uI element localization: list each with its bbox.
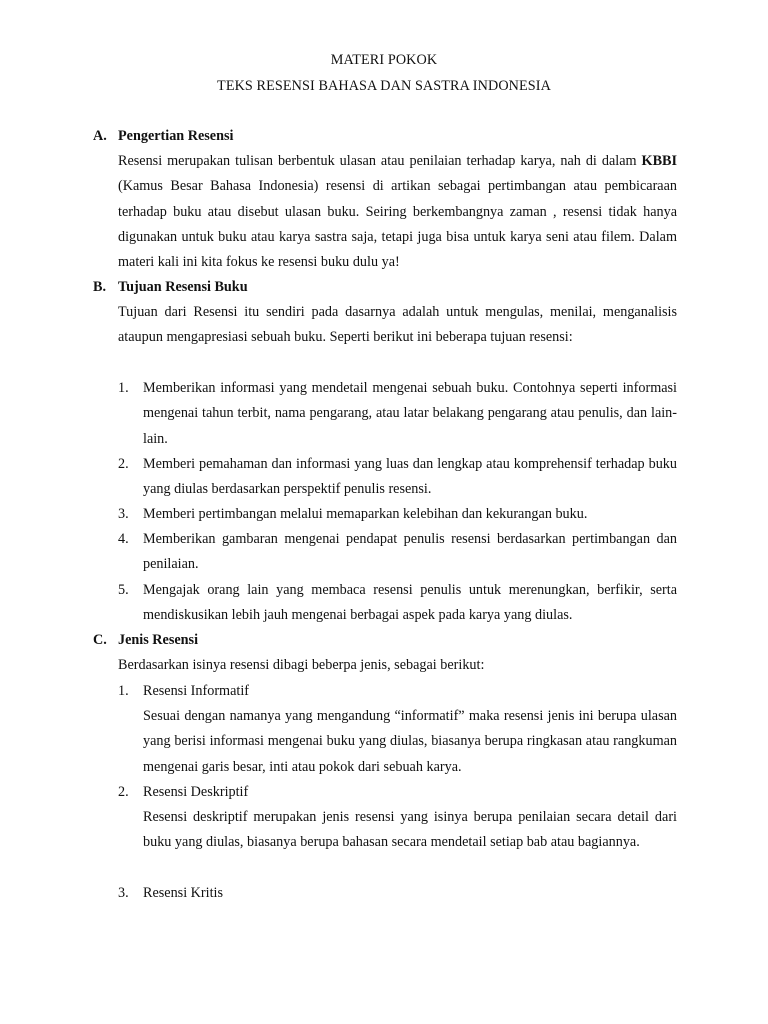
list-item-description: Resensi deskriptif merupakan jenis resensi yang isinya berupa penilaian secara detail dari buku yang diulas, biasanya berupa bahasan secara mendetail setiap bab atau bagiannya. (143, 809, 677, 851)
list-number: 3. (118, 885, 129, 901)
list-number: 3. (118, 506, 129, 522)
list-item (118, 376, 677, 452)
section-c-title: Jenis Resensi (118, 632, 199, 648)
list-label: Resensi Deskriptif (143, 784, 249, 800)
list-text: Mengajak orang lain yang membaca resensi penulis untuk merenungkan, berfikir, serta mendiskusikan lebih jauh mengenai berbagai aspek pada karya yang diulas. (143, 582, 677, 624)
list-number: 4. (118, 531, 129, 547)
section-b-heading (93, 279, 248, 296)
list-label: Resensi Kritis (143, 885, 223, 901)
section-c-letter: C. (93, 632, 107, 648)
section-b-letter: B. (93, 279, 107, 295)
list-number: 1. (118, 380, 129, 396)
list-item (118, 578, 677, 629)
document-subtitle: TEKS RESENSI BAHASA DAN SASTRA INDONESIA (217, 78, 551, 94)
list-item-description: Sesuai dengan namanya yang mengandung “informatif” maka resensi jenis ini berupa ulasan yang berisi informasi mengenai buku yang diulas, biasanya berupa ringkasan atau rangkuman mengenai garis besar, inti atau pokok dari sebuah karya. (143, 708, 677, 775)
section-c-heading (93, 632, 198, 649)
list-item (118, 527, 677, 578)
section-a-text-1: Resensi merupakan tulisan berbentuk ulasan atau penilaian terhadap karya, nah di dalam (118, 153, 637, 169)
section-b-intro: Tujuan dari Resensi itu sendiri pada dasarnya adalah untuk mengulas, menilai, menganalisis ataupun mengapresiasi sebuah buku. Seperti berikut ini beberapa tujuan resensi: (118, 304, 677, 346)
section-b-title: Tujuan Resensi Buku (118, 279, 248, 295)
list-number: 1. (118, 683, 129, 699)
section-c-intro: Berdasarkan isinya resensi dibagi beberpa jenis, sebagai berikut: (118, 657, 485, 673)
list-number: 2. (118, 456, 129, 472)
list-number: 5. (118, 582, 129, 598)
list-item (118, 679, 677, 704)
list-text: Memberikan informasi yang mendetail mengenai sebuah buku. Contohnya seperti informasi mengenai tahun terbit, nama pengarang, atau latar belakang pengarang atau penulis, dan lain-lain. (143, 380, 677, 447)
section-a-heading (93, 128, 233, 145)
section-a-bold-term: KBBI (641, 153, 678, 169)
list-label: Resensi Informatif (143, 683, 249, 699)
document-title: MATERI POKOK (330, 52, 438, 68)
list-text: Memberikan gambaran mengenai pendapat penulis resensi berdasarkan pertimbangan dan penilaian. (143, 531, 677, 573)
section-a-title: Pengertian Resensi (118, 128, 234, 144)
section-a-letter: A. (93, 128, 107, 144)
list-text: Memberi pertimbangan melalui memaparkan kelebihan dan kekurangan buku. (143, 506, 588, 522)
list-item (118, 881, 677, 906)
list-item (118, 502, 677, 527)
list-number: 2. (118, 784, 129, 800)
list-item (118, 452, 677, 503)
list-item (118, 780, 677, 805)
section-a-text-2: (Kamus Besar Bahasa Indonesia) resensi di artikan sebagai pertimbangan atau pembicaraan terhadap buku atau disebut ulasan buku. Seiring berkembangnya zaman , resensi tidak hanya digunakan untuk buku atau karya sastra saja, tetapi juga bisa untuk karya seni atau filem. Dalam materi kali ini kita fokus ke resensi buku dulu ya! (118, 178, 677, 271)
list-text: Memberi pemahaman dan informasi yang luas dan lengkap atau komprehensif terhadap buku yang diulas berdasarkan perspektif penulis resensi. (143, 456, 677, 498)
section-a-paragraph (118, 149, 677, 275)
